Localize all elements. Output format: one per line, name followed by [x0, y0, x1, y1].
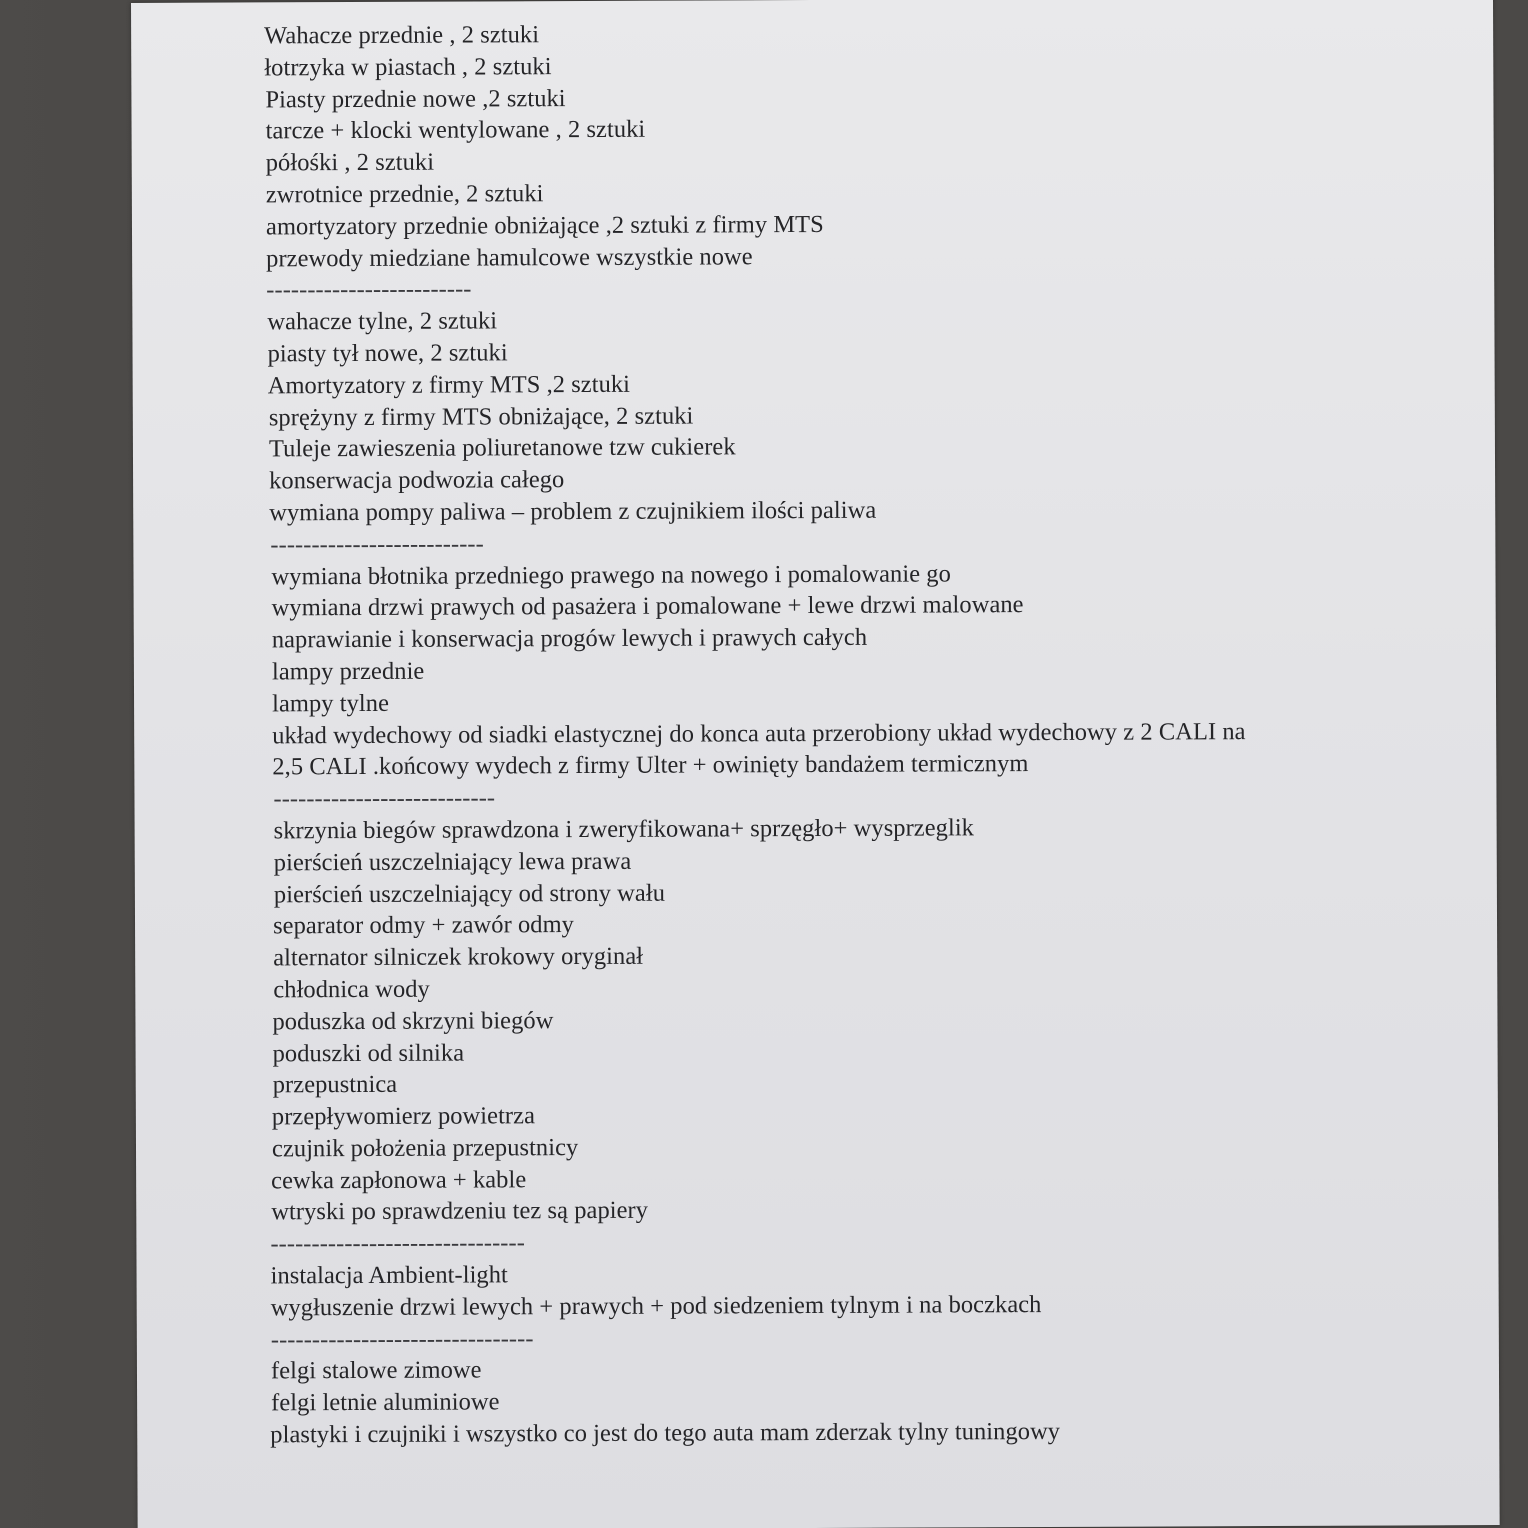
list-line: wtryski po sprawdzeniu tez są papiery [271, 1197, 649, 1226]
list-line: poduszki od silnika [272, 1039, 465, 1067]
section-divider: -------------------------- [270, 530, 484, 559]
list-line: konserwacja podwozia całego [269, 466, 565, 495]
list-line: separator odmy + zawór odmy [272, 911, 575, 940]
list-line: cewka zapłonowa + kable [271, 1165, 527, 1195]
list-line: pierścień uszczelniający od strony wału [273, 879, 666, 908]
list-line: chłodnica wody [273, 975, 430, 1004]
paper-sheet [131, 0, 1500, 1528]
list-line: poduszka od skrzyni biegów [272, 1006, 554, 1036]
list-line: zwrotnice przednie, 2 sztuki [265, 180, 544, 209]
list-line: sprężyny z firmy MTS obniżające, 2 sztuki [268, 402, 694, 431]
list-line: układ wydechowy od siadki elastycznej do konca auta przerobiony układ wydechowy z 2 CALI na [272, 717, 1246, 749]
list-line: lampy tylne [272, 689, 390, 718]
list-line: wygłuszenie drzwi lewych + prawych + pod siedzeniem tylnym i na boczkach [270, 1290, 1042, 1322]
list-line: 2,5 CALI .końcowy wydech z firmy Ulter + owinięty bandażem termicznym [272, 750, 1029, 781]
list-line: felgi letnie aluminiowe [271, 1388, 500, 1417]
list-line: felgi stalowe zimowe [270, 1356, 482, 1385]
section-divider: -------------------------------- [270, 1324, 534, 1354]
list-line: wymiana błotnika przedniego prawego na nowego i pomalowanie go [271, 559, 951, 590]
list-line: Tuleje zawieszenia poliuretanowe tzw cukierek [268, 433, 736, 463]
list-line: przewody miedziane hamulcowe wszystkie nowe [266, 242, 753, 272]
list-line: łotrzyka w piastach , 2 sztuki [264, 52, 552, 82]
section-divider: --------------------------- [273, 784, 496, 813]
list-line: naprawianie i konserwacja progów lewych i prawych całych [271, 623, 868, 654]
list-line: półośki , 2 sztuki [265, 148, 435, 177]
list-line: amortyzatory przednie obniżające ,2 sztuki z firmy MTS [265, 210, 824, 241]
list-line: wahacze tylne, 2 sztuki [267, 307, 498, 336]
list-line: pierścień uszczelniający lewa prawa [273, 847, 632, 877]
list-line: czujnik położenia przepustnicy [271, 1133, 579, 1163]
list-line: skrzynia biegów sprawdzona i zweryfikowana+ sprzęgło+ wysprzeglik [273, 814, 975, 845]
list-line: przepływomierz powietrza [271, 1102, 536, 1131]
section-divider: ------------------------------- [270, 1229, 525, 1258]
list-line: tarcze + klocki wentylowane , 2 sztuki [265, 116, 646, 145]
list-line: alternator silniczek krokowy oryginał [273, 942, 644, 972]
list-line: Piasty przednie nowe ,2 sztuki [265, 84, 566, 113]
list-line: Wahacze przednie , 2 sztuki [264, 21, 540, 50]
parts-list [264, 15, 1450, 1451]
section-divider: ------------------------- [266, 275, 472, 304]
list-line: wymiana pompy paliwa – problem z czujnikiem ilości paliwa [269, 496, 877, 527]
list-line: wymiana drzwi prawych od pasażera i pomalowane + lewe drzwi malowane [271, 591, 1024, 622]
list-line: Amortyzatory z firmy MTS ,2 sztuki [267, 370, 631, 400]
list-line: plastyki i czujniki i wszystko co jest do tego auta mam zderzak tylny tuningowy [270, 1417, 1061, 1449]
list-line: lampy przednie [271, 657, 425, 686]
list-line: przepustnica [272, 1071, 398, 1099]
list-line: piasty tył nowe, 2 sztuki [267, 339, 508, 368]
list-line: instalacja Ambient-light [270, 1261, 508, 1290]
